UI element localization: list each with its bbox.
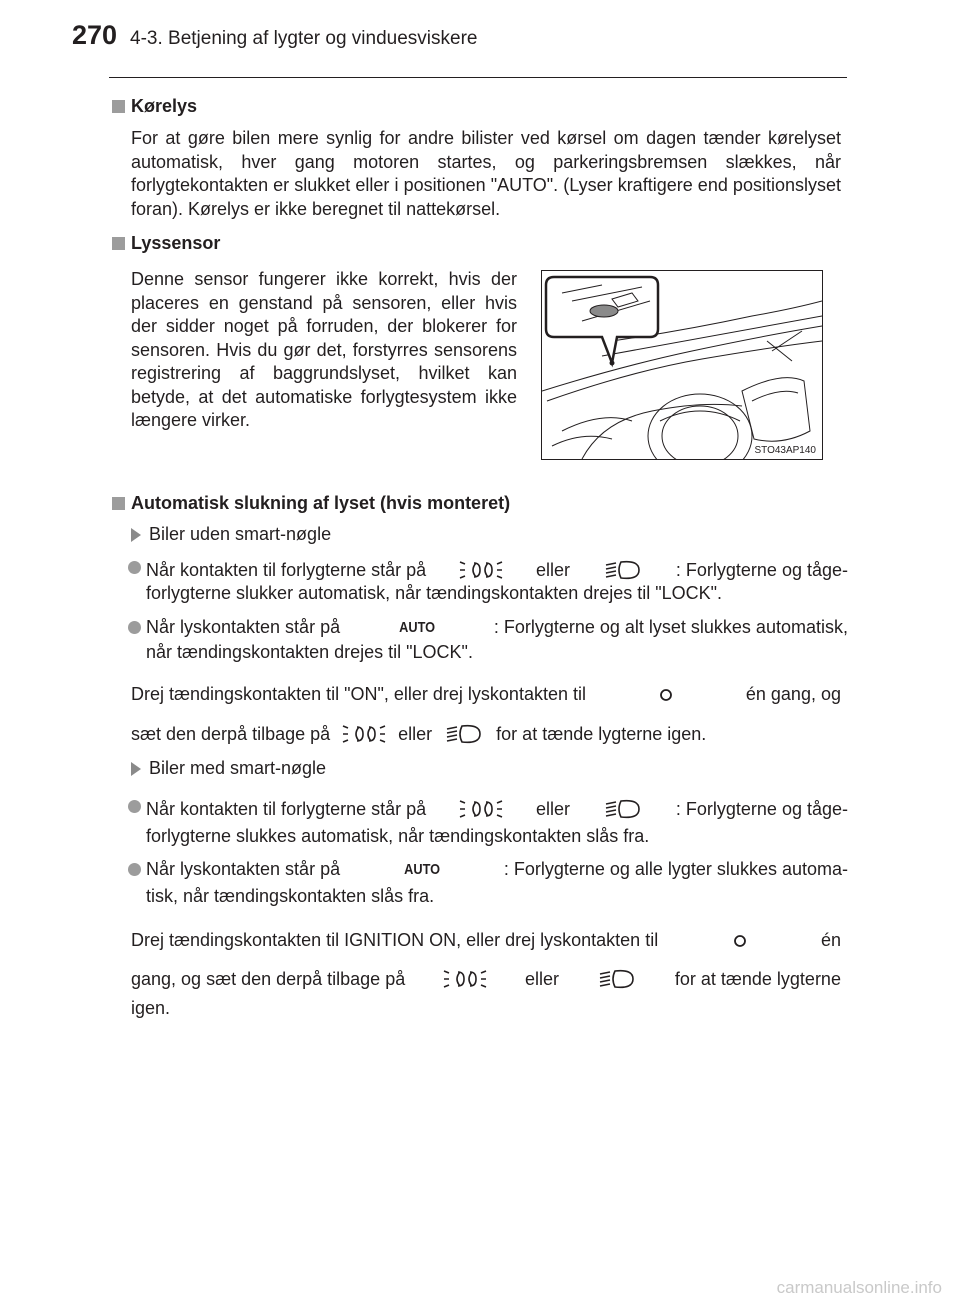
note-no-smart-key-line2: sæt den derpå tilbage på eller for at tænde lygterne igen. (131, 721, 706, 747)
light-sensor-illustration (541, 270, 823, 460)
round-bullet-icon (128, 621, 141, 634)
lyssensor-text: Denne sensor fungerer ikke korrekt, hvis der placeres en genstand på sensoren, eller hvis der sidder noget på forruden, der blokerer for sensoren. Hvis du gør det, forstyrres sensorens registrering af baggrundslyset, hvilket kan betyde, at det automatiske forlygtesystem ikke længere virker. (131, 269, 517, 430)
bullet-smart-key-2: Når lyskontakten står på AUTO : Forlygterne og alle lygter slukkes automa- tisk, når tændingskontakten slås fra. (128, 859, 848, 907)
headlight-icon (603, 796, 643, 822)
note-smart-key-line1: Drej tændingskontakten til IGNITION ON, eller drej lyskontakten til én (131, 930, 841, 950)
bullet-no-smart-key-1: Når kontakten til forlygterne står på eller : Forlygterne og tåge- forlygterne slukker automatisk, når tændingskontakten drejes til "LOCK". (128, 557, 848, 604)
triangle-bullet-icon (131, 528, 141, 542)
round-bullet-icon (128, 863, 141, 876)
korelys-text: For at gøre bilen mere synlig for andre bilister ved kørsel om dagen tænder kørelyset automatisk, hver gang motoren startes, og parkeringsbremsen slækkes, når forlygtekontakten er slukket eller i positionen "AUTO". (Lyser kraftigere end positionslyset foran). Kørelys er ikke beregnet til nattekørsel. (131, 128, 841, 219)
round-bullet-icon (128, 800, 141, 813)
figure-code: STO43AP140 (754, 445, 816, 456)
position-light-icon (459, 796, 503, 822)
position-light-icon (342, 721, 386, 747)
heading-auto-off: Automatisk slukning af lyset (hvis monteret) (112, 493, 510, 514)
round-bullet-icon (128, 561, 141, 574)
auto-icon: AUTO (399, 619, 435, 636)
dashboard-drawing (542, 271, 822, 459)
square-bullet-icon (112, 237, 125, 250)
bullet-no-smart-key-2: Når lyskontakten står på AUTO : Forlygterne og alt lyset slukkes automatisk, når tændingskontakten drejes til "LOCK". (128, 617, 848, 663)
headlight-icon (444, 721, 484, 747)
section-title: 4-3. Betjening af lygter og vinduesviskere (130, 28, 478, 49)
light-off-icon (651, 685, 681, 705)
headlight-icon (597, 966, 637, 992)
heading-lyssensor: Lyssensor (112, 233, 220, 254)
auto-icon: AUTO (404, 861, 440, 878)
note-smart-key-line2: gang, og sæt den derpå tilbage på eller for at tænde lygterne (131, 966, 841, 992)
note-smart-key-line3: igen. (131, 998, 171, 1018)
headlight-icon (603, 557, 643, 583)
position-light-icon (459, 557, 503, 583)
square-bullet-icon (112, 497, 125, 510)
subheading-no-smart-key: Biler uden smart-nøgle (131, 524, 331, 545)
bullet-smart-key-1: Når kontakten til forlygterne står på eller : Forlygterne og tåge- forlygterne slukkes automatisk, når tændingskontakten slås fra. (128, 796, 848, 847)
page-number: 270 (72, 20, 118, 50)
header-rule (109, 77, 847, 78)
watermark: carmanualsonline.info (776, 1278, 942, 1297)
light-off-icon (725, 931, 755, 951)
square-bullet-icon (112, 100, 125, 113)
note-no-smart-key-line1: Drej tændingskontakten til "ON", eller drej lyskontakten til én gang, og (131, 684, 841, 704)
heading-korelys: Kørelys (112, 96, 197, 117)
position-light-icon (443, 966, 487, 992)
triangle-bullet-icon (131, 762, 141, 776)
subheading-smart-key: Biler med smart-nøgle (131, 758, 326, 779)
